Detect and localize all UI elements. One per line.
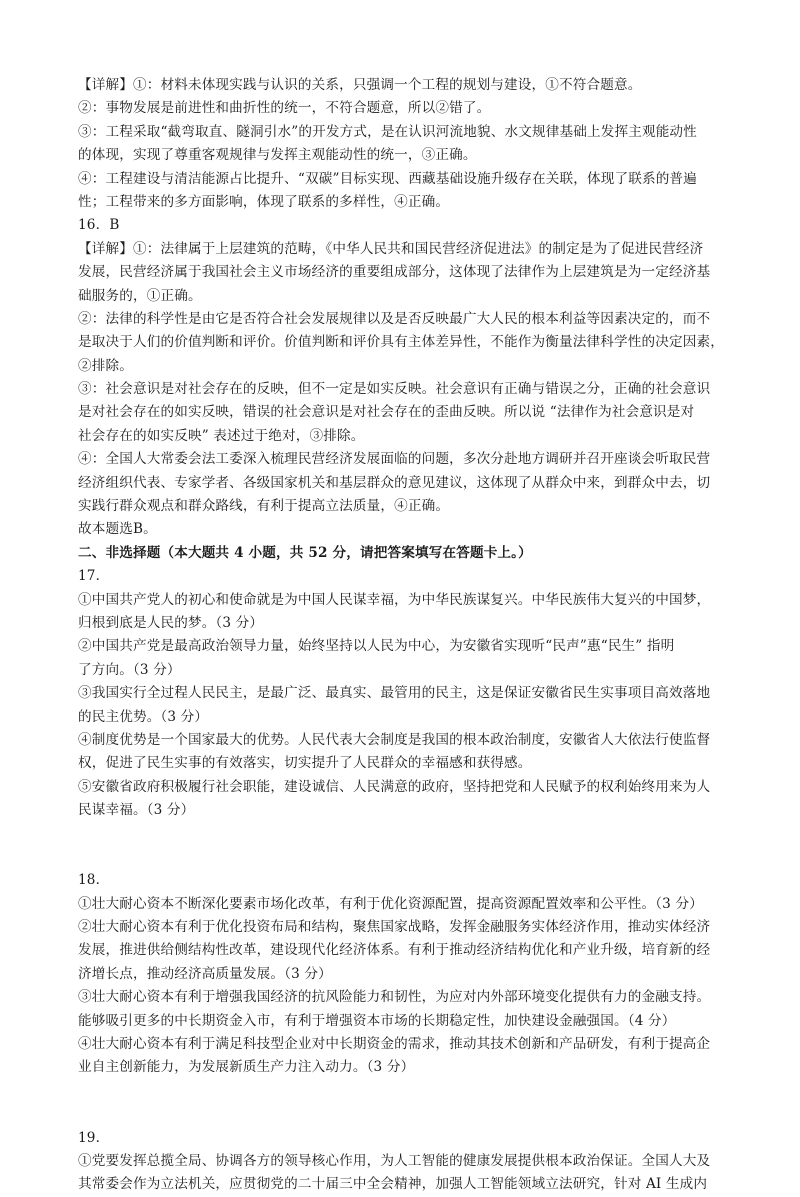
text-line: ②壮大耐心资本有利于优化投资布局和结构，聚焦国家战略，发挥金融服务实体经济作用，推动实体经济 bbox=[78, 919, 711, 936]
text-line: 社会存在的如实反映” 表述过于绝对，③排除。 bbox=[78, 427, 365, 444]
blank-line bbox=[78, 823, 728, 846]
text-line: ①党要发挥总揽全局、协调各方的领导核心作用，为人工智能的健康发展提供根本政治保证。全国人大及 bbox=[78, 1152, 711, 1169]
text-line: 权，促进了民生实事的有效落实，切实提升了人民群众的幸福感和获得感。 bbox=[78, 755, 532, 772]
text-line: 【详解】①：材料未体现实践与认识的关系，只强调一个工程的规划与建设，①不符合题意。 bbox=[78, 77, 642, 93]
text-line: 是取决于人们的价值判断和评价。价值判断和评价具有主体差异性，不能作为衡量法律科学性的决定因素， bbox=[78, 334, 724, 351]
text-line: ③：社会意识是对社会存在的反映，但不一定是如实反映。社会意识有正确与错误之分，正确的社会意识 bbox=[78, 381, 711, 398]
text-line: 19． bbox=[78, 1129, 110, 1146]
answer-block-15-17 bbox=[78, 74, 728, 823]
text-line: ②排除。 bbox=[78, 357, 133, 374]
document-page bbox=[78, 74, 728, 1197]
text-line: ④：全国人大常委会法工委深入梳理民营经济发展面临的问题，多次分赴地方调研并召开座谈会听取民营 bbox=[78, 451, 711, 468]
text-line: 性；工程带来的多方面影响，体现了联系的多样性，④正确。 bbox=[78, 193, 450, 210]
text-line: ②：事物发展是前进性和曲折性的统一，不符合题意，所以②错了。 bbox=[78, 100, 491, 117]
text-line: ②：法律的科学性是由它是否符合社会发展规律以及是否反映最广大人民的根本利益等因素决定的，而不 bbox=[78, 310, 711, 327]
text-line: 故本题选B。 bbox=[78, 521, 157, 538]
text-line: 是对社会存在的如实反映，错误的社会意识是对社会存在的歪曲反映。所以说 “法律作为社会意识是对 bbox=[78, 404, 695, 421]
text-line: 发展，推进供给侧结构性改革，建设现代化经济体系。有利于推动经济结构优化和产业升级，培育新的经 bbox=[78, 942, 711, 959]
text-line: 16．B bbox=[78, 217, 120, 234]
blank-line bbox=[78, 846, 728, 869]
text-line: 17． bbox=[78, 568, 110, 585]
text-line: ④制度优势是一个国家最大的优势。人民代表大会制度是我国的根本政治制度，安徽省人大依法行使监督 bbox=[78, 731, 711, 748]
text-line: ③壮大耐心资本有利于增强我国经济的抗风险能力和韧性，为应对内外部环境变化提供有力的金融支持。 bbox=[78, 989, 711, 1006]
text-line: 济增长点，推动经济高质量发展。（3 分） bbox=[78, 965, 332, 982]
text-line: ③：工程采取“截弯取直、隧洞引水”的开发方式，是在认识河流地貌、水文规律基础上发挥主观能动性 bbox=[78, 123, 697, 140]
answer-block-18 bbox=[78, 869, 728, 1080]
text-line: 【详解】①：法律属于上层建筑的范畴，《中华人民共和国民营经济促进法》的制定是为了促进民营经济 bbox=[78, 240, 704, 257]
text-line: 民谋幸福。（3 分） bbox=[78, 802, 195, 819]
text-line: ①壮大耐心资本不断深化要素市场化改革，有利于优化资源配置，提高资源配置效率和公平性。（3 分） bbox=[78, 895, 703, 912]
text-line: 业自主创新能力，为发展新质生产力注入动力。（3 分） bbox=[78, 1059, 415, 1076]
text-line: 归根到底是人民的梦。（3 分） bbox=[78, 614, 264, 631]
text-line: 18． bbox=[78, 872, 110, 889]
blank-line bbox=[78, 1103, 728, 1126]
section-heading: 二、非选择题（本大题共 4 小题，共 52 分，请把答案填写在答题卡上。） bbox=[78, 544, 532, 561]
text-line: ①中国共产党人的初心和使命就是为中国人民谋幸福，为中华民族谋复兴。中华民族伟大复兴的中国梦， bbox=[78, 591, 711, 608]
text-line: ④壮大耐心资本有利于满足科技型企业对中长期资金的需求，推动其技术创新和产品研发，有利于提高企 bbox=[78, 1036, 711, 1053]
blank-line bbox=[78, 1080, 728, 1103]
text-line: 了方向。（3 分） bbox=[78, 661, 181, 678]
text-line: 发展，民营经济属于我国社会主义市场经济的重要组成部分，这体现了法律作为上层建筑是为一定经济基 bbox=[78, 264, 711, 281]
text-line: ②中国共产党是最高政治领导力量，始终坚持以人民为中心，为安徽省实现听“民声”惠“民生” 指明 bbox=[78, 638, 675, 655]
text-line: 础服务的，①正确。 bbox=[78, 287, 202, 304]
text-line: 经济组织代表、专家学者、各级国家机关和基层群众的意见建议，这体现了从群众中来，到群众中去，切 bbox=[78, 474, 711, 491]
text-line: 的民主优势。（3 分） bbox=[78, 708, 209, 725]
text-line: 能够吸引更多的中长期资金入市，有利于增强资本市场的长期稳定性，加快建设金融强国。（4 分） bbox=[78, 1012, 676, 1029]
text-line: ③我国实行全过程人民民主，是最广泛、最真实、最管用的民主，这是保证安徽省民生实事项目高效落地 bbox=[78, 685, 711, 702]
text-line: 的体现，实现了尊重客观规律与发挥主观能动性的统一，③正确。 bbox=[78, 147, 477, 164]
text-line: 其常委会作为立法机关，应贯彻党的二十届三中全会精神，加强人工智能领域立法研究，针对 AI 生成内 bbox=[78, 1176, 708, 1193]
text-line: 实践行群众观点和群众路线，有利于提高立法质量，④正确。 bbox=[78, 498, 450, 515]
answer-block-19 bbox=[78, 1127, 728, 1197]
text-line: ④：工程建设与清洁能源占比提升、“双碳”目标实现、西藏基础设施升级存在关联，体现了联系的普遍 bbox=[78, 170, 697, 187]
text-line: ⑤安徽省政府积极履行社会职能，建设诚信、人民满意的政府，坚持把党和人民赋予的权利始终用来为人 bbox=[78, 778, 711, 795]
